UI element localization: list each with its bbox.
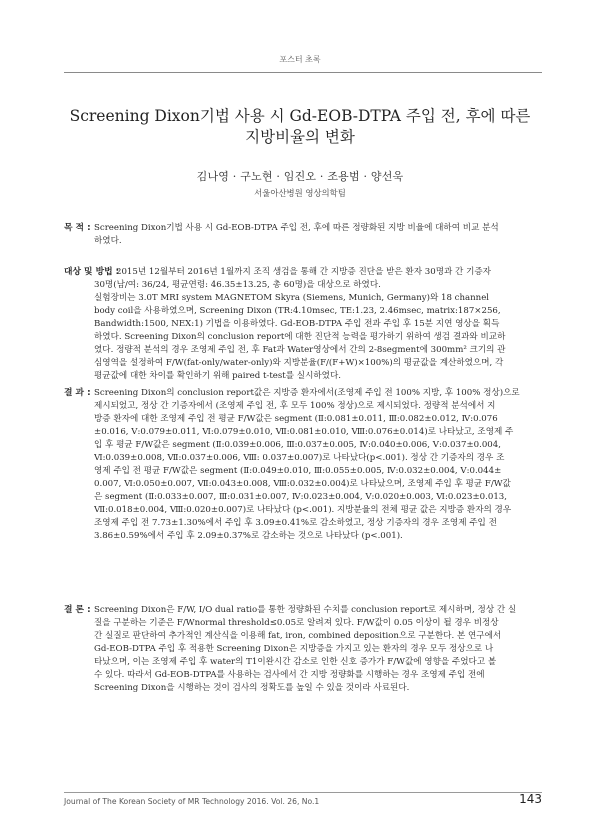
methods-line: 실험장비는 3.0T MRI system MAGNETOM Skyra (Siemens, Munich, Germany)와 18 channel (94, 293, 490, 303)
results-line: 제시되었고, 정상 간 기증자에서 (조영제 주입 전, 후 모두 100% 정상)으로 제시되었다. 정량적 분석에서 지 (94, 401, 496, 411)
methods-line: 심영역을 설정하여 F/W(fat-only/water-only)와 지방분율(F/(F+W)×100%)의 평균값을 계산하였으며, 각 (94, 358, 504, 368)
purpose-line: Screening Dixon기법 사용 시 Gd-EOB-DTPA 주입 전, 후에 따른 정량화된 지방 비율에 대하여 비교 분석 (94, 223, 499, 233)
methods-line: 30명(남/여: 36/24, 평균연령: 46.35±13.25, 총 60명)을 대상으로 하였다. (94, 280, 381, 290)
author-list: 김나영 · 구노현 · 임진오 · 조용범 · 양선욱 (196, 170, 404, 183)
conclusion-line: 간 실질로 판단하여 추가적인 계산식을 이용해 fat, iron, combined deposition으로 구분한다. 본 연구에서 (94, 631, 502, 641)
results-line: ±0.016, Ⅴ:0.079±0.011, Ⅵ:0.079±0.010, Ⅶ:0.081±0.010, Ⅷ:0.076±0.014)로 나타났고, 조영제 주 (94, 427, 514, 437)
purpose-label: 목 적 : (64, 223, 91, 233)
methods-label: 대상 및 방법 : (64, 267, 120, 277)
conclusion-line: 타났으며, 이는 조영제 주입 후 water의 T1이완시간 감소로 인한 신호 증가가 F/W값에 영향을 주었다고 볼 (94, 657, 497, 667)
conclusion-label: 결 론 : (64, 605, 91, 615)
results-line: 은 segment (Ⅱ:0.033±0.007, Ⅲ:0.031±0.007, Ⅳ:0.023±0.004, Ⅴ:0.020±0.003, Ⅵ:0.023±0.013, (94, 492, 507, 502)
results-line: Ⅶ:0.018±0.004, Ⅷ:0.020±0.007)로 나타났다 (p<.001). 지방분율의 전체 평균 값은 지방증 환자의 경우 (94, 505, 512, 515)
results-line: 입 후 평균 F/W값은 segment (Ⅱ:0.039±0.006, Ⅲ:0.037±0.005, Ⅳ:0.040±0.006, Ⅴ:0.037±0.004, (94, 440, 501, 450)
results-label: 결 과 : (64, 388, 91, 398)
conclusion-line: 질을 구분하는 기준은 F/Wnormal threshold≤0.05로 알려져 있다. F/W값이 0.05 이상이 될 경우 비정상 (94, 618, 499, 628)
purpose-line: 하였다. (94, 236, 122, 246)
methods-line: 평균값에 대한 차이를 확인하기 위해 paired t-test를 실시하였다. (94, 371, 342, 381)
results-text (94, 387, 542, 543)
results-line: 0.007, Ⅵ:0.050±0.007, Ⅶ:0.043±0.008, Ⅷ:0.032±0.004)로 나타났으며, 조영제 주입 후 평균 F/W값 (94, 479, 511, 489)
methods-line: Bandwidth:1500, NEX:1) 기법을 이용하였다. Gd-EOB-DTPA 주입 전과 주입 후 15분 지연 영상을 획득 (94, 319, 500, 329)
conclusion-line: Screening Dixon을 시행하는 것이 검사의 정확도를 높일 수 있을 것이라 사료된다. (94, 683, 410, 693)
section-header: 포스터 초록 (279, 55, 321, 64)
page-number: 143 (519, 792, 542, 806)
affiliation: 서울아산병원 영상의학팀 (254, 188, 346, 198)
header-divider (64, 72, 542, 73)
paper-title (60, 106, 540, 148)
results-line: 3.86±0.59%에서 주입 후 2.09±0.37%로 감소하는 것으로 나타났다 (p<.001). (94, 531, 403, 541)
methods-line: body coil을 사용하였으며, Screening Dixon (TR:4.10msec, TE:1.23, 2.46msec, matrix:187×256, (94, 306, 501, 316)
purpose-text (94, 222, 542, 248)
methods-line: 였다. 정량적 분석의 경우 조영제 주입 전, 후 Fat과 Water영상에서 간의 2-8segment에 300mm² 크기의 관 (94, 345, 506, 355)
title-line-1: Screening Dixon기법 사용 시 Gd-EOB-DTPA 주입 전, 후에 따른 (69, 107, 531, 125)
results-line: 영제 주입 전 평균 F/W값은 segment (Ⅱ:0.049±0.010, Ⅲ:0.055±0.005, Ⅳ:0.032±0.004, Ⅴ:0.044± (94, 466, 502, 476)
title-line-2: 지방비율의 변화 (245, 128, 355, 146)
methods-line: 하였다. Screening Dixon의 conclusion report에 대한 진단적 능력을 평가하기 위하여 생검 결과와 비교하 (94, 332, 506, 342)
methods-line: 2015년 12월부터 2016년 1월까지 조직 생검을 통해 간 지방증 진단을 받은 환자 30명과 간 기증자 (116, 267, 491, 277)
footer-divider (64, 792, 542, 793)
methods-text (94, 266, 542, 383)
results-line: 방증 환자에 대한 조영제 주입 전 평균 F/W값은 segment (Ⅱ:0.081±0.011, Ⅲ:0.082±0.012, Ⅳ:0.076 (94, 414, 498, 424)
results-line: Screening Dixon의 conclusion report값은 지방증 환자에서(조영제 주입 전 100% 지방, 후 100% 정상)으로 (94, 388, 520, 398)
journal-citation: Journal of The Korean Society of MR Technology 2016. Vol. 26, No.1 (64, 797, 320, 806)
conclusion-line: 수 있다. 따라서 Gd-EOB-DTPA를 사용하는 검사에서 간 지방 정량화를 시행하는 경우 조영제 주입 전에 (94, 670, 485, 680)
conclusion-line: Gd-EOB-DTPA 주입 후 적용한 Screening Dixon은 지방증을 가지고 있는 환자의 경우 모두 정상으로 나 (94, 644, 494, 654)
results-line: Ⅵ:0.039±0.008, Ⅶ:0.037±0.006, Ⅷ: 0.037±0.007)로 나타났다(p<.001). 정상 간 기증자의 경우 조 (94, 453, 505, 463)
conclusion-text (94, 604, 542, 695)
results-line: 조영제 주입 전 7.73±1.30%에서 주입 후 3.09±0.41%로 감소하였고, 정상 기증자의 경우 조영제 주입 전 (94, 518, 497, 528)
conclusion-line: Screening Dixon은 F/W, I/O dual ratio를 통한 정량화된 수치를 conclusion report로 제시하며, 정상 간 실 (94, 605, 517, 615)
